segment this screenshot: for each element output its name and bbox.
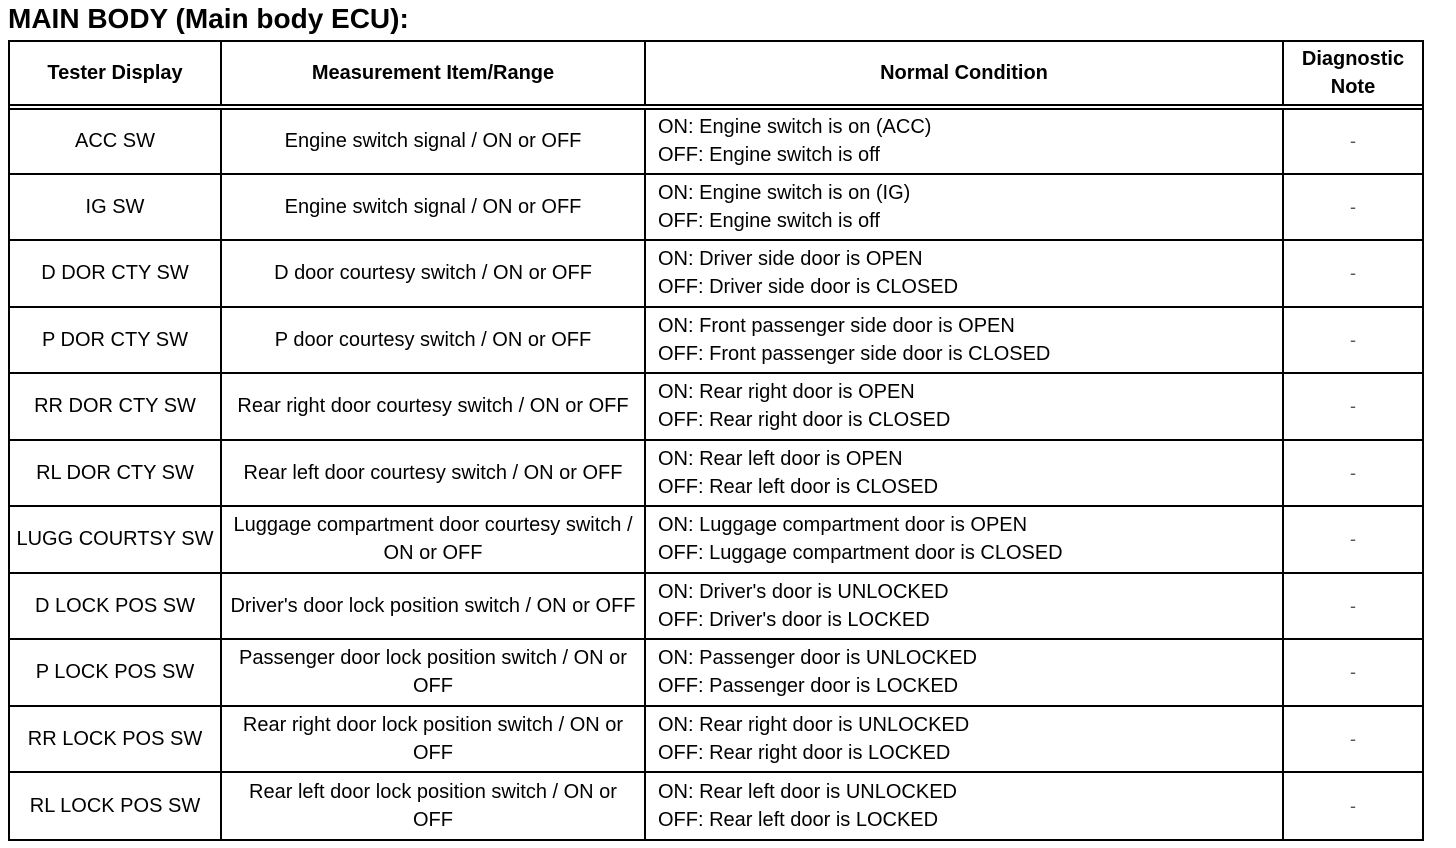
- table-body: [10, 107, 1422, 839]
- diagnostic-note-cell: -: [1283, 706, 1422, 773]
- header-normal-condition: Normal Condition: [645, 42, 1283, 107]
- tester-display-cell: P DOR CTY SW: [10, 307, 221, 374]
- diagnostic-note-cell: -: [1283, 240, 1422, 307]
- tester-display-cell: LUGG COURTSY SW: [10, 506, 221, 573]
- diagnostic-note-cell: -: [1283, 506, 1422, 573]
- condition-off-text: OFF: Rear right door is CLOSED: [658, 409, 951, 432]
- normal-condition-cell: [645, 107, 1283, 174]
- condition-off-text: OFF: Driver side door is CLOSED: [658, 276, 959, 299]
- condition-off-text: OFF: Driver's door is LOCKED: [658, 608, 930, 631]
- measurement-item-cell: D door courtesy switch / ON or OFF: [221, 240, 645, 307]
- table-row: [10, 373, 1422, 440]
- data-list-table-container: [8, 40, 1424, 841]
- condition-off-text: OFF: Rear right door is LOCKED: [658, 741, 951, 764]
- normal-condition-cell: [645, 706, 1283, 773]
- header-measurement-item: Measurement Item/Range: [221, 42, 645, 107]
- condition-on-text: ON: Rear right door is OPEN: [658, 381, 915, 404]
- diagnostic-note-cell: -: [1283, 373, 1422, 440]
- diagnostic-note-cell: -: [1283, 174, 1422, 241]
- tester-display-cell: P LOCK POS SW: [10, 639, 221, 706]
- tester-display-cell: D DOR CTY SW: [10, 240, 221, 307]
- condition-off-text: OFF: Rear left door is CLOSED: [658, 475, 939, 498]
- condition-on-text: ON: Passenger door is UNLOCKED: [658, 647, 978, 670]
- measurement-item-cell: Rear right door lock position switch / ON or OFF: [221, 706, 645, 773]
- header-row: [10, 42, 1422, 107]
- header-diagnostic-note: Diagnostic Note: [1283, 42, 1422, 107]
- condition-on-text: ON: Rear right door is UNLOCKED: [658, 713, 970, 736]
- measurement-item-cell: Rear right door courtesy switch / ON or OFF: [221, 373, 645, 440]
- table-row: [10, 174, 1422, 241]
- normal-condition-cell: [645, 240, 1283, 307]
- measurement-item-cell: Engine switch signal / ON or OFF: [221, 174, 645, 241]
- table-row: [10, 772, 1422, 839]
- diagnostic-note-cell: -: [1350, 795, 1356, 816]
- table-row: [10, 440, 1422, 507]
- diagnostic-note-cell: -: [1283, 107, 1422, 174]
- data-list-table: [10, 42, 1422, 839]
- table-row: [10, 240, 1422, 307]
- normal-condition-cell: [645, 373, 1283, 440]
- measurement-item-cell: Passenger door lock position switch / ON or OFF: [221, 639, 645, 706]
- condition-off-text: OFF: Passenger door is LOCKED: [658, 675, 959, 698]
- condition-off-text: OFF: Engine switch is off: [658, 209, 880, 232]
- condition-off-text: OFF: Rear left door is LOCKED: [658, 808, 939, 831]
- normal-condition-cell: [645, 506, 1283, 573]
- condition-on-text: ON: Front passenger side door is OPEN: [658, 314, 1015, 337]
- header-tester-display: Tester Display: [10, 42, 221, 107]
- measurement-item-cell: Rear left door lock position switch / ON or OFF: [221, 772, 645, 839]
- normal-condition-cell: [645, 307, 1283, 374]
- measurement-item-cell: Rear left door courtesy switch / ON or OFF: [221, 440, 645, 507]
- table-row: [10, 639, 1422, 706]
- condition-on-text: ON: Rear left door is UNLOCKED: [658, 780, 957, 803]
- condition-on-text: ON: Driver side door is OPEN: [658, 248, 923, 271]
- condition-off-text: OFF: Engine switch is off: [658, 144, 880, 167]
- normal-condition-cell: [645, 573, 1283, 640]
- measurement-item-cell: Driver's door lock position switch / ON or OFF: [221, 573, 645, 640]
- table-row: [10, 107, 1422, 174]
- tester-display-cell: D LOCK POS SW: [10, 573, 221, 640]
- normal-condition-cell: [645, 174, 1283, 241]
- table-header: [10, 42, 1422, 107]
- condition-off-text: OFF: Luggage compartment door is CLOSED: [658, 542, 1063, 565]
- condition-on-text: ON: Engine switch is on (IG): [658, 181, 911, 204]
- normal-condition-cell: [645, 639, 1283, 706]
- tester-display-cell: RL LOCK POS SW: [10, 772, 221, 839]
- condition-on-text: ON: Engine switch is on (ACC): [658, 116, 932, 139]
- measurement-item-cell: Luggage compartment door courtesy switch / ON or OFF: [221, 506, 645, 573]
- diagnostic-note-cell: -: [1283, 573, 1422, 640]
- tester-display-cell: RR LOCK POS SW: [10, 706, 221, 773]
- table-row: [10, 307, 1422, 374]
- diagnostic-note-cell: -: [1283, 307, 1422, 374]
- measurement-item-cell: Engine switch signal / ON or OFF: [221, 107, 645, 174]
- normal-condition-cell: [645, 440, 1283, 507]
- tester-display-cell: IG SW: [10, 174, 221, 241]
- normal-condition-cell: [645, 772, 1283, 839]
- table-row: [10, 506, 1422, 573]
- condition-on-text: ON: Luggage compartment door is OPEN: [658, 514, 1028, 537]
- tester-display-cell: RL DOR CTY SW: [10, 440, 221, 507]
- condition-on-text: ON: Driver's door is UNLOCKED: [658, 580, 949, 603]
- condition-on-text: ON: Rear left door is OPEN: [658, 447, 903, 470]
- table-row: [10, 706, 1422, 773]
- diagnostic-note-cell: -: [1283, 639, 1422, 706]
- page-title: MAIN BODY (Main body ECU):: [8, 3, 409, 34]
- tester-display-cell: RR DOR CTY SW: [10, 373, 221, 440]
- table-row: [10, 573, 1422, 640]
- condition-off-text: OFF: Front passenger side door is CLOSED: [658, 342, 1051, 365]
- diagnostic-note-cell: -: [1283, 440, 1422, 507]
- tester-display-cell: ACC SW: [10, 107, 221, 174]
- measurement-item-cell: P door courtesy switch / ON or OFF: [221, 307, 645, 374]
